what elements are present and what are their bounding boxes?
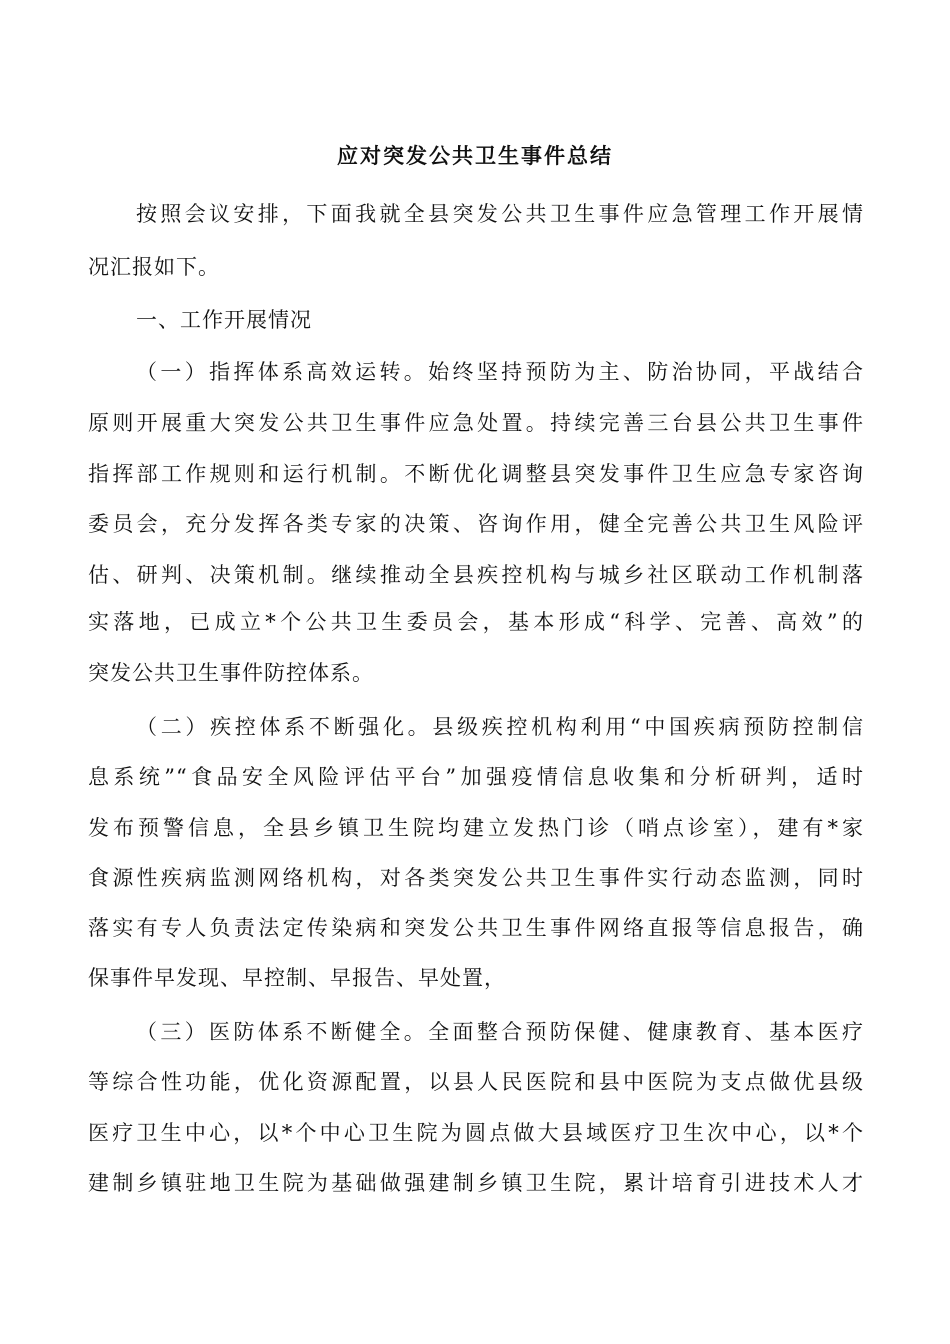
para2-line-3: 发布预警信息，全县乡镇卫生院均建立发热门诊（哨点诊室），建有*家 bbox=[88, 816, 864, 840]
para1-line-1: （一）指挥体系高效运转。始终坚持预防为主、防治协同，平战结合 bbox=[136, 360, 864, 384]
section-heading: 一、工作开展情况 bbox=[136, 308, 312, 332]
para1-line-2: 原则开展重大突发公共卫生事件应急处置。持续完善三台县公共卫生事件 bbox=[88, 411, 864, 435]
para3-line-3: 医疗卫生中心，以*个中心卫生院为圆点做大县域医疗卫生次中心，以*个 bbox=[88, 1121, 864, 1145]
para2-line-6: 保事件早发现、早控制、早报告、早处置， bbox=[88, 966, 506, 990]
intro-line-2: 况汇报如下。 bbox=[88, 255, 220, 279]
intro-line-1: 按照会议安排，下面我就全县突发公共卫生事件应急管理工作开展情 bbox=[136, 202, 864, 226]
para1-line-3: 指挥部工作规则和运行机制。不断优化调整县突发事件卫生应急专家咨询 bbox=[88, 462, 864, 486]
para1-line-5: 估、研判、决策机制。继续推动全县疾控机构与城乡社区联动工作机制落 bbox=[88, 563, 864, 587]
para2-line-2: 息系统”“食品安全风险评估平台”加强疫情信息收集和分析研判，适时 bbox=[88, 765, 864, 789]
para3-line-2: 等综合性功能，优化资源配置，以县人民医院和县中医院为支点做优县级 bbox=[88, 1070, 864, 1094]
para3-line-1: （三）医防体系不断健全。全面整合预防保健、健康教育、基本医疗 bbox=[136, 1020, 864, 1044]
para2-line-1: （二）疾控体系不断强化。县级疾控机构利用“中国疾病预防控制信 bbox=[136, 715, 864, 739]
para1-line-4: 委员会，充分发挥各类专家的决策、咨询作用，健全完善公共卫生风险评 bbox=[88, 512, 864, 536]
document-title: 应对突发公共卫生事件总结 bbox=[337, 143, 613, 168]
para2-line-5: 落实有专人负责法定传染病和突发公共卫生事件网络直报等信息报告，确 bbox=[88, 916, 864, 940]
para1-line-7: 突发公共卫生事件防控体系。 bbox=[88, 661, 374, 685]
para1-line-6: 实落地，已成立*个公共卫生委员会，基本形成“科学、完善、高效”的 bbox=[88, 610, 864, 634]
para3-line-4: 建制乡镇驻地卫生院为基础做强建制乡镇卫生院，累计培育引进技术人才 bbox=[88, 1171, 864, 1195]
para2-line-4: 食源性疾病监测网络机构，对各类突发公共卫生事件实行动态监测，同时 bbox=[88, 866, 864, 890]
